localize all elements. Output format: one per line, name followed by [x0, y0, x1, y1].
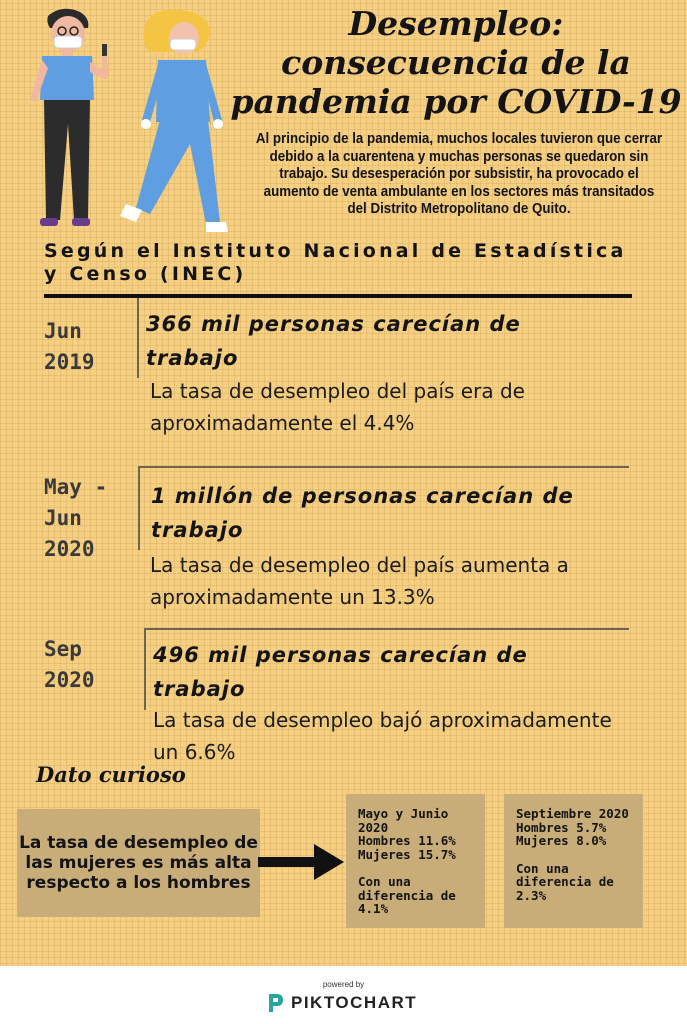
timeline-date: May - Jun 2020 [44, 475, 108, 561]
source-heading: Según el Instituto Nacional de Estadística y Censo (INEC) [44, 240, 627, 285]
intro-paragraph: Al principio de la pandemia, muchos locales tuvieron que cerrar debido a la cuarentena y muchas personas se quedaron sin trabajo. Su desesperación por subsistir, ha provocado el aumento de venta ambulante en los sectores más transitados del Distrito Metropolitano de Quito. [255, 131, 663, 217]
stat-box-may-jun-2020 [346, 794, 485, 928]
timeline-headline: 1 millón de personas carecían de trabajo [151, 484, 574, 542]
woman-with-mask-illustration [120, 10, 228, 232]
stat-period: Septiembre 2020 [516, 806, 629, 821]
stat-women: Mujeres 15.7% [358, 846, 456, 862]
timeline-detail: La tasa de desempleo del país aumenta a aproximadamente un 13.3% [150, 553, 569, 609]
brand-name: PIKTOCHART [291, 993, 418, 1012]
timeline-divider [144, 628, 146, 710]
timeline-headline: 496 mil personas carecían de trabajo [153, 643, 528, 701]
people-illustration [10, 4, 238, 240]
page-title: Desempleo: consecuencia de la pandemia por COVID-19 [230, 4, 682, 121]
section-divider [44, 294, 632, 298]
curious-fact-heading: Dato curioso [36, 762, 186, 787]
timeline-divider [137, 298, 139, 378]
stat-men: Hombres 5.7% [516, 819, 607, 835]
timeline-detail: La tasa de desempleo bajó aproximadamente un 6.6% [153, 708, 612, 764]
stat-box-sep-2020 [504, 794, 643, 928]
timeline-date: Sep 2020 [44, 637, 95, 692]
stat-period: Mayo y Junio 2020 [358, 806, 456, 835]
timeline-headline: 366 mil personas carecían de trabajo [146, 312, 521, 370]
timeline-rule [145, 628, 629, 630]
stat-difference: Con una diferencia de 2.3% [516, 860, 622, 903]
timeline-rule [139, 466, 629, 468]
stat-men: Hombres 11.6% [358, 833, 456, 848]
timeline-detail: La tasa de desempleo del país era de aproximadamente el 4.4% [150, 379, 525, 435]
callout-text: La tasa de desempleo de las mujeres es más alta respecto a los hombres [19, 833, 258, 893]
arrow-right-icon [258, 842, 346, 882]
man-with-mask-illustration [30, 9, 108, 226]
timeline-divider [138, 466, 140, 550]
piktochart-logo-icon [265, 992, 285, 1014]
brand-link[interactable] [265, 992, 417, 1014]
powered-by-label: powered by [322, 980, 365, 989]
stat-women: Mujeres 8.0% [516, 833, 607, 848]
timeline-date: Jun 2019 [44, 319, 95, 374]
stat-difference: Con una diferencia de 4.1% [358, 874, 464, 916]
